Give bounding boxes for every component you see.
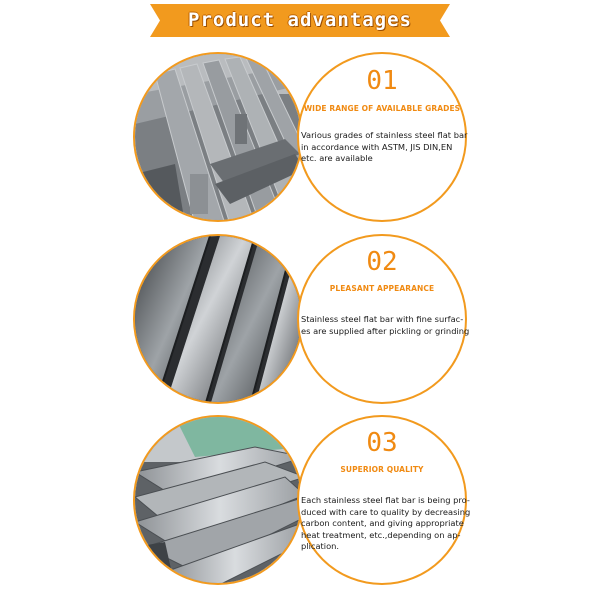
description-line: Various grades of stainless steel flat bar — [301, 130, 468, 140]
description-line: plication. — [301, 541, 340, 551]
advantage-description — [301, 130, 469, 165]
description-line: carbon content, and giving appropriate — [301, 518, 464, 528]
description-line: heat treatment, etc.,depending on ap- — [301, 529, 461, 540]
description-line: duced with care to quality by decreasing — [301, 506, 471, 517]
description-line: in accordance with ASTM, JIS DIN,EN — [301, 141, 453, 152]
description-line: etc. are available — [301, 153, 373, 163]
advantage-number: 02 — [366, 247, 398, 277]
advantage-row-3 — [0, 415, 600, 585]
advantage-card-3 — [297, 415, 471, 585]
advantage-card-1 — [297, 52, 467, 222]
advantage-card-2 — [297, 234, 470, 404]
photo-stacked-flat-bars — [133, 415, 303, 585]
advantage-heading: SUPERIOR QUALITY — [340, 465, 424, 474]
description-line: Each stainless steel flat bar is being pro- — [301, 495, 470, 505]
title-banner — [150, 4, 450, 37]
banner-title: Product advantages — [188, 9, 412, 31]
advantage-row-2 — [0, 234, 600, 404]
advantage-number: 01 — [366, 66, 398, 96]
advantage-number: 03 — [366, 428, 398, 458]
advantage-heading: PLEASANT APPEARANCE — [329, 284, 435, 293]
description-line: Stainless steel flat bar with fine surfac- — [301, 314, 464, 324]
description-line: es are supplied after pickling or grinding — [301, 325, 470, 336]
advantage-row-1 — [0, 52, 600, 222]
photo-steel-bars-rack — [133, 52, 303, 222]
advantage-description — [301, 495, 469, 553]
advantage-heading: WIDE RANGE OF AVAILABLE GRADES — [303, 104, 461, 113]
photo-polished-flat-bars — [133, 234, 303, 404]
advantage-description — [301, 314, 469, 337]
